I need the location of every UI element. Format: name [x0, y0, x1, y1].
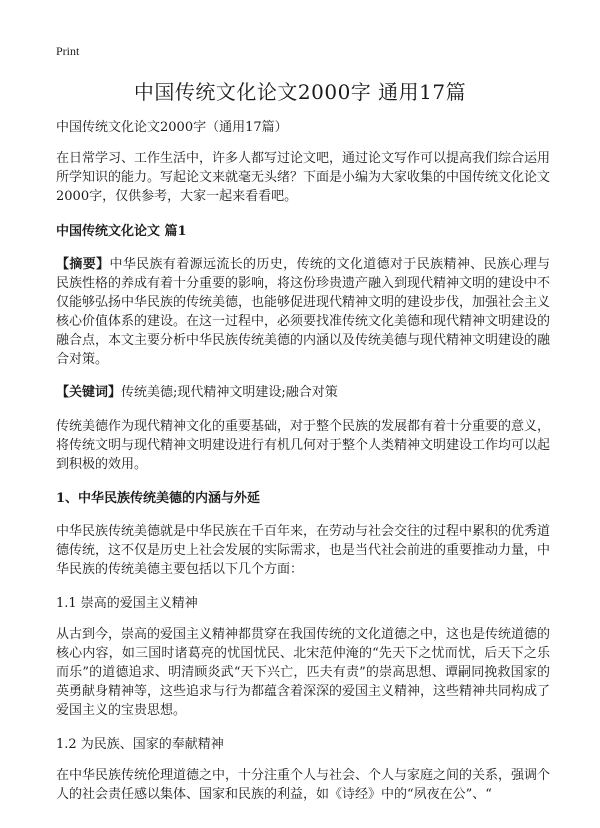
document-body: [56, 118, 550, 819]
keywords-text: 传统美德;现代精神文明建设;融合对策: [121, 385, 338, 400]
keywords-paragraph: [56, 383, 550, 402]
body-paragraph-1: 传统美德作为现代精神文化的重要基础，对于整个民族的发展都有着十分重要的意义，将传统文明与现代精神文明建设进行有机几何对于整个人类精神文明建设工作均可以起到积极的效用。: [56, 419, 551, 472]
print-link[interactable]: Print: [56, 44, 80, 58]
page-title: 中国传统文化论文2000字 通用17篇: [133, 80, 467, 104]
section-title: 中国传统文化论文 篇1: [56, 224, 187, 239]
abstract-label: 【摘要】: [56, 257, 110, 272]
abstract-paragraph: [56, 255, 550, 369]
body-paragraph-2: 中华民族传统美德就是中华民族在千百年来，在劳动与社会交往的过程中累积的优秀道德传统，这不仅是历史上社会发展的实际需求，也是当代社会前进的重要推动力量，中华民族的传统美德主要包括以下几个方面：: [56, 524, 551, 577]
document-subtitle: 中国传统文化论文2000字（通用17篇）: [56, 120, 288, 135]
abstract-text: 中华民族有着源远流长的历史，传统的文化道德对于民族精神、民族心理与民族性格的养成有着十分重要的影响，将这份珍贵遗产融入到现代精神文明的建设中不仅能够弘扬中华民族的传统美德，也能够促进现代精神文明的建设步伐，加强社会主义核心价值体系的建设。在这一过程中，必须要找准传统文化美德和现代精神文明建设的融合点，本文主要分析中华民族传统美德的内涵以及传统美德与现代精神文明建设的融合对策。: [56, 257, 551, 367]
heading-1: 1、中华民族传统美德的内涵与外延: [56, 491, 261, 506]
body-paragraph-4: 在中华民族传统伦理道德之中，十分注重个人与社会、个人与家庭之间的关系，强调个人的社会责任感以集体、国家和民族的利益，如《诗经》中的“夙夜在公”、“: [56, 768, 551, 802]
intro-paragraph: 在日常学习、工作生活中，许多人都写过论文吧，通过论文写作可以提高我们综合运用所学知识的能力。写起论文来就毫无头绪？下面是小编为大家收集的中国传统文化论文2000字，仅供参考，大家一起来看看吧。: [56, 151, 551, 204]
keywords-label: 【关键词】: [56, 385, 122, 400]
body-paragraph-3: 从古到今，崇高的爱国主义精神都贯穿在我国传统的文化道德之中，这也是传统道德的核心内容，如三国时诸葛亮的忧国忧民、北宋范仲淹的“先天下之忧而忧，后天下之乐而乐”的道德追求、明清顾炎武“天下兴亡，匹夫有责”的崇高思想、谭嗣同挽救国家的英勇献身精神等，这些追求与行为都蕴含着深深的爱国主义精神，这些精神共同构成了爱国主义的宝贵思想。: [56, 627, 551, 718]
subheading-1-2: 1.2 为民族、国家的奉献精神: [56, 737, 224, 752]
subheading-1-1: 1.1 崇高的爱国主义精神: [56, 596, 198, 611]
